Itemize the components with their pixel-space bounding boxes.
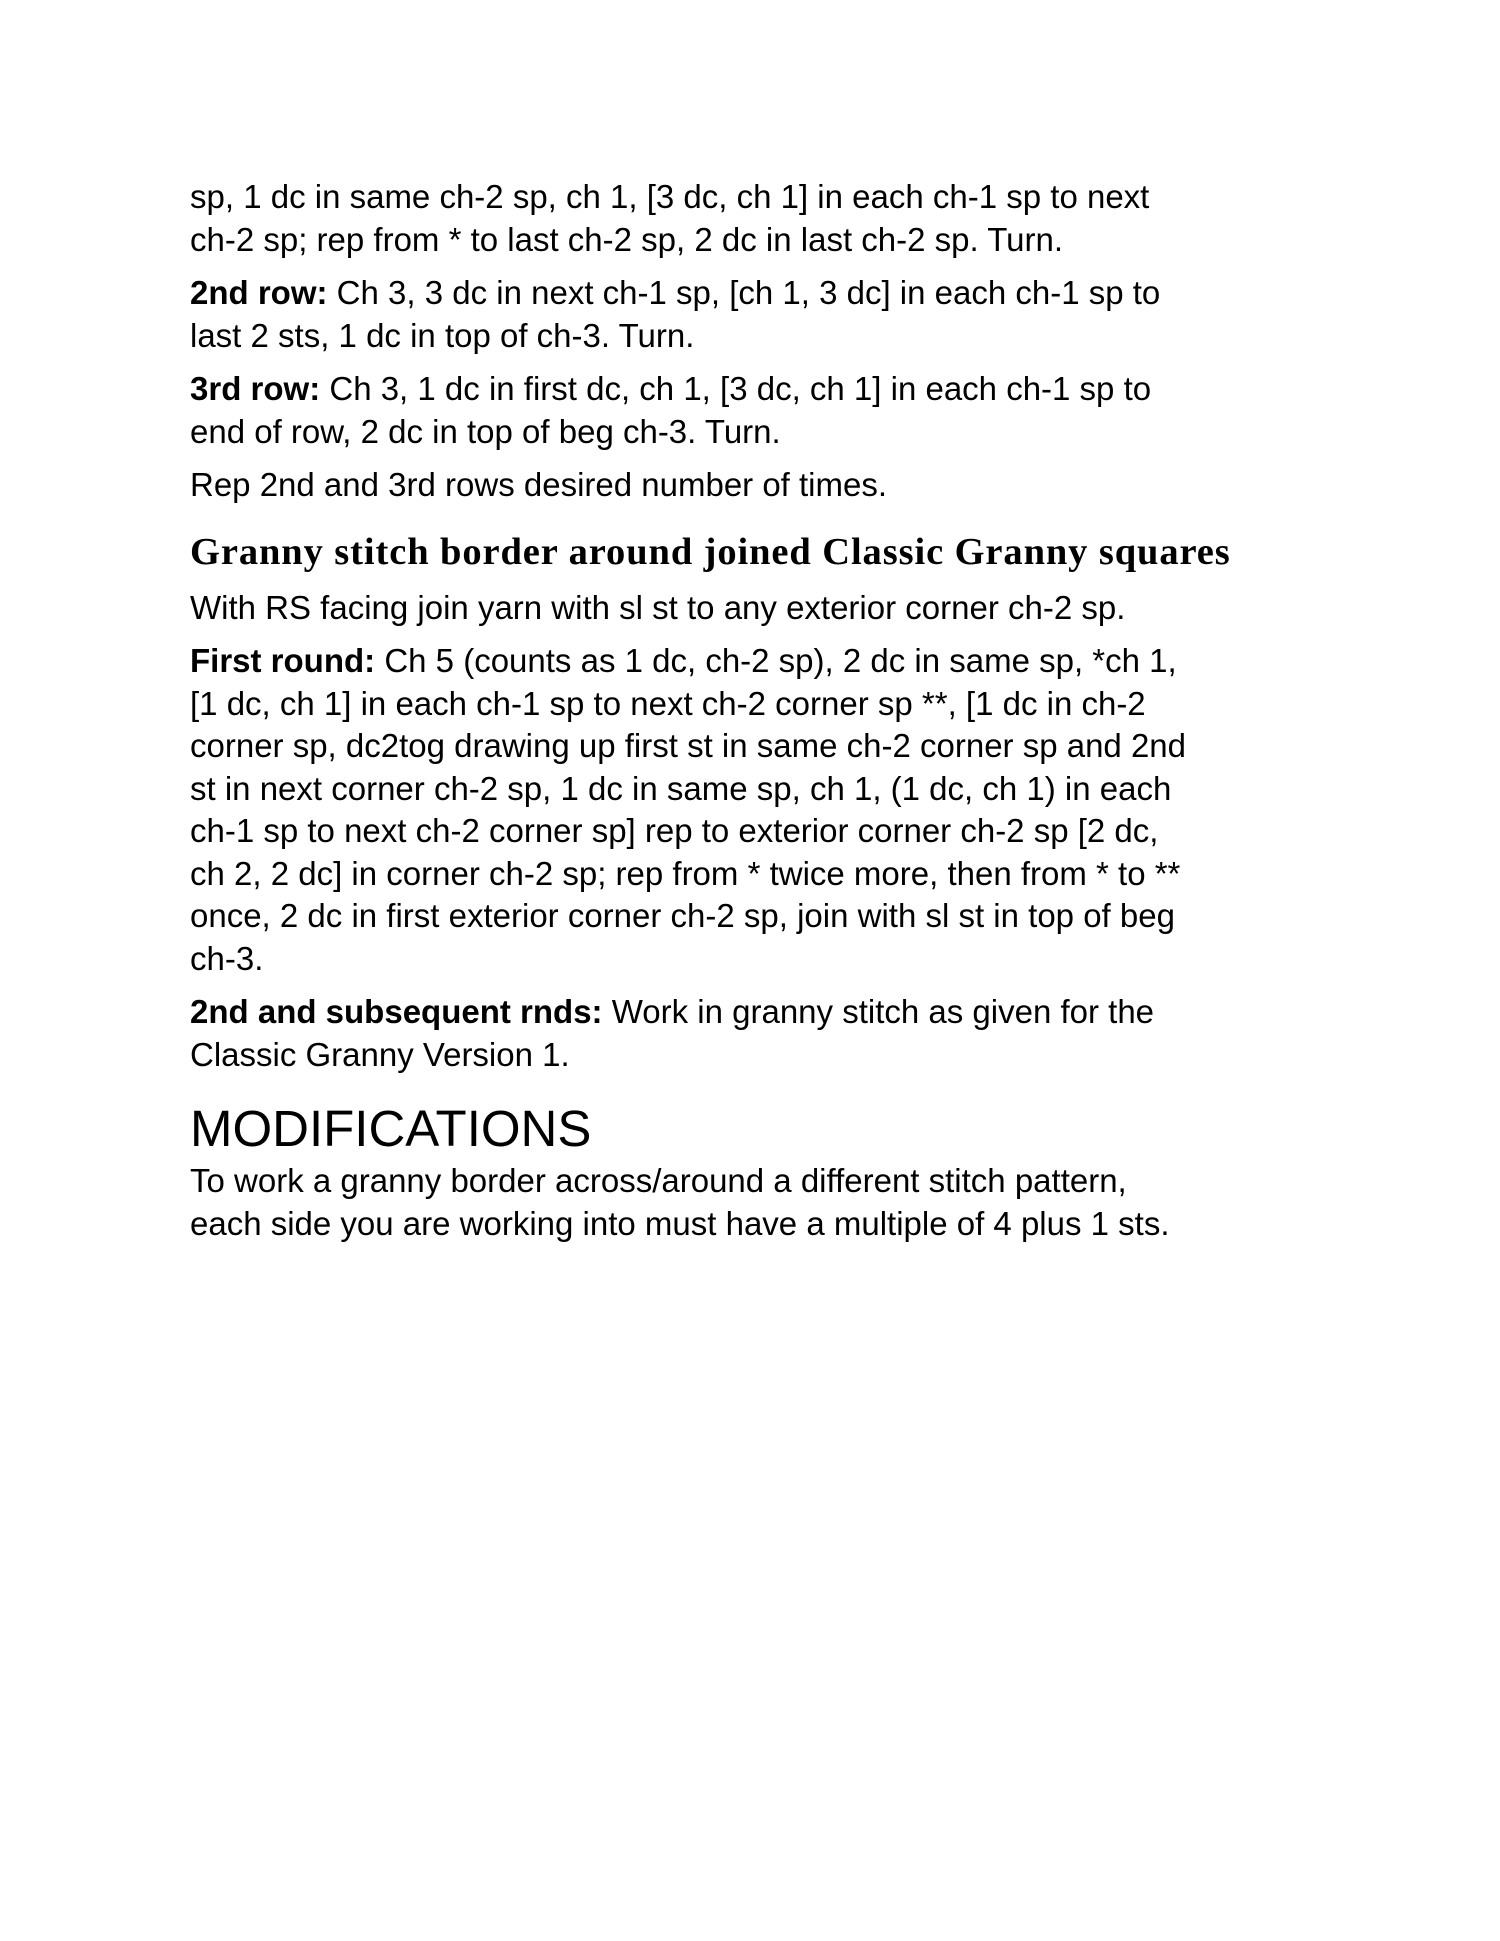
- modifications-line-1: To work a granny border across/around a different stitch pattern,: [190, 1162, 1127, 1199]
- intro-line-2: ch-2 sp; rep from * to last ch-2 sp, 2 dc in last ch-2 sp. Turn.: [190, 220, 1064, 258]
- first-round-line-1: Ch 5 (counts as 1 dc, ch-2 sp), 2 dc in same sp, *ch 1,: [375, 642, 1177, 679]
- row-2-label: 2nd row:: [190, 274, 328, 311]
- modifications-heading: MODIFICATIONS: [190, 1100, 592, 1157]
- first-round-line-4: st in next corner ch-2 sp, 1 dc in same sp, ch 1, (1 dc, ch 1) in each: [190, 769, 1172, 807]
- subsequent-rounds-label: 2nd and subsequent rnds:: [190, 993, 603, 1030]
- intro-paragraph: [190, 176, 1330, 261]
- row-2-line-2: last 2 sts, 1 dc in top of ch-3. Turn.: [190, 316, 695, 354]
- intro-line-1: sp, 1 dc in same ch-2 sp, ch 1, [3 dc, ch 1] in each ch-1 sp to next: [190, 178, 1150, 215]
- first-round-line-3: corner sp, dc2tog drawing up first st in same ch-2 corner sp and 2nd: [190, 727, 1187, 764]
- row-2-line-1: Ch 3, 3 dc in next ch-1 sp, [ch 1, 3 dc] in each ch-1 sp to: [327, 274, 1161, 311]
- repeat-text: Rep 2nd and 3rd rows desired number of times.: [190, 466, 888, 503]
- first-round-label: First round:: [190, 642, 376, 679]
- join-paragraph: [190, 587, 1330, 630]
- join-text: With RS facing join yarn with sl st to any exterior corner ch-2 sp.: [190, 588, 1126, 626]
- first-round-line-7: once, 2 dc in first exterior corner ch-2 sp, join with sl st in top of beg: [190, 897, 1175, 934]
- subsequent-rounds-paragraph: [190, 991, 1330, 1076]
- row-2-paragraph: [190, 272, 1330, 357]
- repeat-paragraph: [190, 464, 1330, 507]
- first-round-line-8: ch-3.: [190, 939, 264, 977]
- subsequent-rounds-line-1: Work in granny stitch as given for the: [602, 993, 1155, 1030]
- page-content: [190, 176, 1330, 1256]
- modifications-paragraph: [190, 1160, 1330, 1245]
- first-round-line-2: [1 dc, ch 1] in each ch-1 sp to next ch-2 corner sp **, [1 dc in ch-2: [190, 684, 1146, 722]
- row-3-label: 3rd row:: [190, 370, 321, 407]
- border-section-heading: Granny stitch border around joined Classic Granny squares: [190, 530, 1231, 573]
- row-3-paragraph: [190, 368, 1330, 453]
- row-3-line-2: end of row, 2 dc in top of beg ch-3. Turn.: [190, 412, 781, 450]
- first-round-line-6: ch 2, 2 dc] in corner ch-2 sp; rep from * twice more, then from * to **: [190, 854, 1181, 892]
- first-round-line-5: ch-1 sp to next ch-2 corner sp] rep to exterior corner ch-2 sp [2 dc,: [190, 812, 1159, 849]
- subsequent-rounds-line-2: Classic Granny Version 1.: [190, 1035, 570, 1073]
- first-round-paragraph: [190, 640, 1330, 980]
- row-3-line-1: Ch 3, 1 dc in first dc, ch 1, [3 dc, ch 1] in each ch-1 sp to: [320, 370, 1152, 407]
- modifications-line-2: each side you are working into must have a multiple of 4 plus 1 sts.: [190, 1204, 1170, 1242]
